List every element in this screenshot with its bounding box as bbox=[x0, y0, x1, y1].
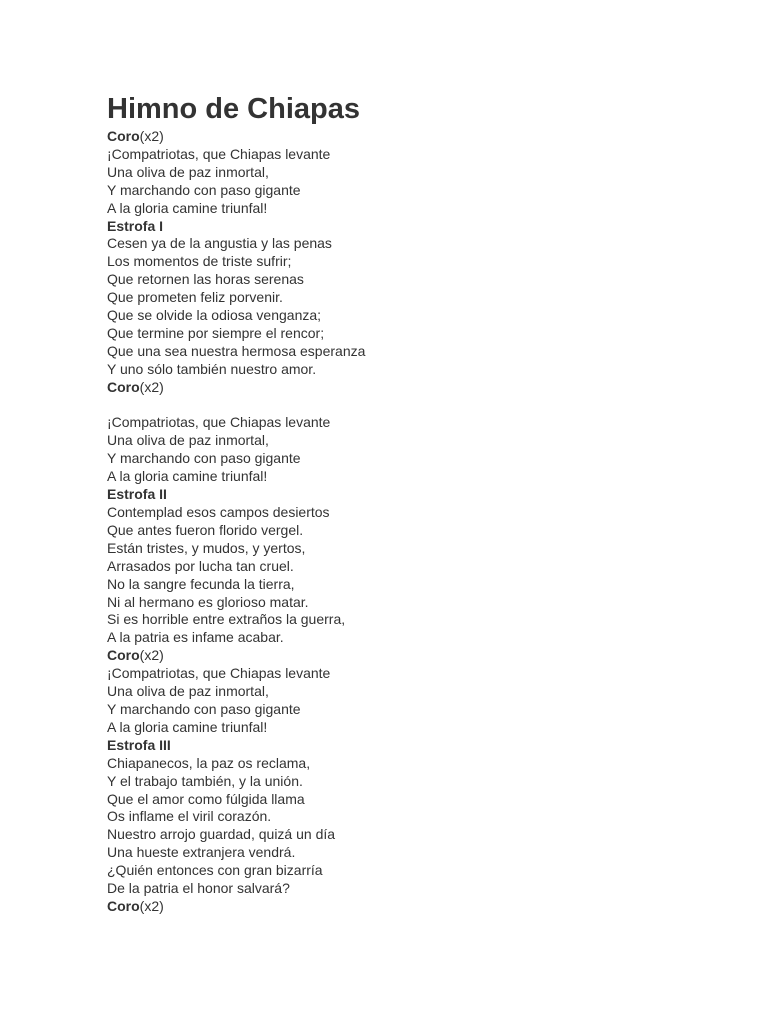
estrofa-2-line: A la patria es infame acabar. bbox=[107, 629, 284, 646]
coro-heading bbox=[107, 647, 727, 665]
estrofa-3-line: Chiapanecos, la paz os reclama, bbox=[107, 754, 311, 771]
estrofa-3-label: Estrofa III bbox=[107, 736, 171, 753]
estrofa-3-line: Que el amor como fúlgida llama bbox=[107, 790, 305, 807]
estrofa-1-line: Que una sea nuestra hermosa esperanza bbox=[107, 342, 366, 359]
coro-repeat: (x2) bbox=[139, 378, 164, 395]
coro-line: Una oliva de paz inmortal, bbox=[107, 432, 269, 449]
coro-heading bbox=[107, 898, 727, 916]
coro-line: A la gloria camine triunfal! bbox=[107, 468, 268, 485]
coro-line: Y marchando con paso gigante bbox=[107, 450, 301, 467]
estrofa-1-line: Los momentos de triste sufrir; bbox=[107, 253, 292, 270]
coro-line: ¡Compatriotas, que Chiapas levante bbox=[107, 145, 331, 162]
coro-line: A la gloria camine triunfal! bbox=[107, 718, 268, 735]
estrofa-2-line: Ni al hermano es glorioso matar. bbox=[107, 593, 309, 610]
estrofa-2-line: Arrasados por lucha tan cruel. bbox=[107, 557, 294, 574]
estrofa-1-label: Estrofa I bbox=[107, 217, 164, 234]
estrofa-3-line: Nuestro arrojo guardad, quizá un día bbox=[107, 826, 336, 843]
coro-line: A la gloria camine triunfal! bbox=[107, 199, 268, 216]
coro-label: Coro bbox=[107, 647, 140, 664]
coro-repeat: (x2) bbox=[139, 128, 164, 144]
estrofa-2-label: Estrofa II bbox=[107, 486, 167, 503]
estrofa-2-line: No la sangre fecunda la tierra, bbox=[107, 575, 295, 592]
coro-line: ¡Compatriotas, que Chiapas levante bbox=[107, 414, 331, 431]
coro-line: Y marchando con paso gigante bbox=[107, 181, 301, 198]
estrofa-3-line: Una hueste extranjera vendrá. bbox=[107, 844, 296, 861]
estrofa-1-line: Cesen ya de la angustia y las penas bbox=[107, 235, 332, 252]
lyrics-body bbox=[107, 128, 727, 916]
estrofa-3-line: Y el trabajo también, y la unión. bbox=[107, 772, 303, 789]
estrofa-1-line: Que prometen feliz porvenir. bbox=[107, 289, 283, 306]
estrofa-1-line: Que se olvide la odiosa venganza; bbox=[107, 307, 322, 324]
estrofa-3-line: De la patria el honor salvará? bbox=[107, 880, 290, 897]
coro-label: Coro bbox=[107, 378, 140, 395]
estrofa-3-line: Os inflame el viril corazón. bbox=[107, 808, 272, 825]
estrofa-2-line: Contemplad esos campos desiertos bbox=[107, 504, 330, 521]
coro-heading bbox=[107, 379, 727, 397]
coro-line: Una oliva de paz inmortal, bbox=[107, 163, 269, 180]
coro-label: Coro bbox=[107, 897, 140, 914]
document-page bbox=[107, 90, 727, 916]
coro-label: Coro bbox=[107, 128, 140, 144]
estrofa-2-line: Están tristes, y mudos, y yertos, bbox=[107, 539, 306, 556]
estrofa-1-line: Que retornen las horas serenas bbox=[107, 271, 304, 288]
estrofa-2-line: Si es horrible entre extraños la guerra, bbox=[107, 611, 346, 628]
blank-line bbox=[107, 397, 727, 415]
estrofa-2-line: Que antes fueron florido vergel. bbox=[107, 521, 304, 538]
estrofa-1-line: Que termine por siempre el rencor; bbox=[107, 324, 325, 341]
page-title: Himno de Chiapas bbox=[107, 93, 360, 125]
coro-line: Una oliva de paz inmortal, bbox=[107, 683, 269, 700]
coro-line: ¡Compatriotas, que Chiapas levante bbox=[107, 665, 331, 682]
coro-repeat: (x2) bbox=[139, 897, 164, 914]
estrofa-3-line: ¿Quién entonces con gran bizarría bbox=[107, 862, 323, 879]
estrofa-1-line: Y uno sólo también nuestro amor. bbox=[107, 360, 317, 377]
coro-line: Y marchando con paso gigante bbox=[107, 700, 301, 717]
coro-repeat: (x2) bbox=[139, 647, 164, 664]
coro-heading bbox=[107, 128, 727, 146]
